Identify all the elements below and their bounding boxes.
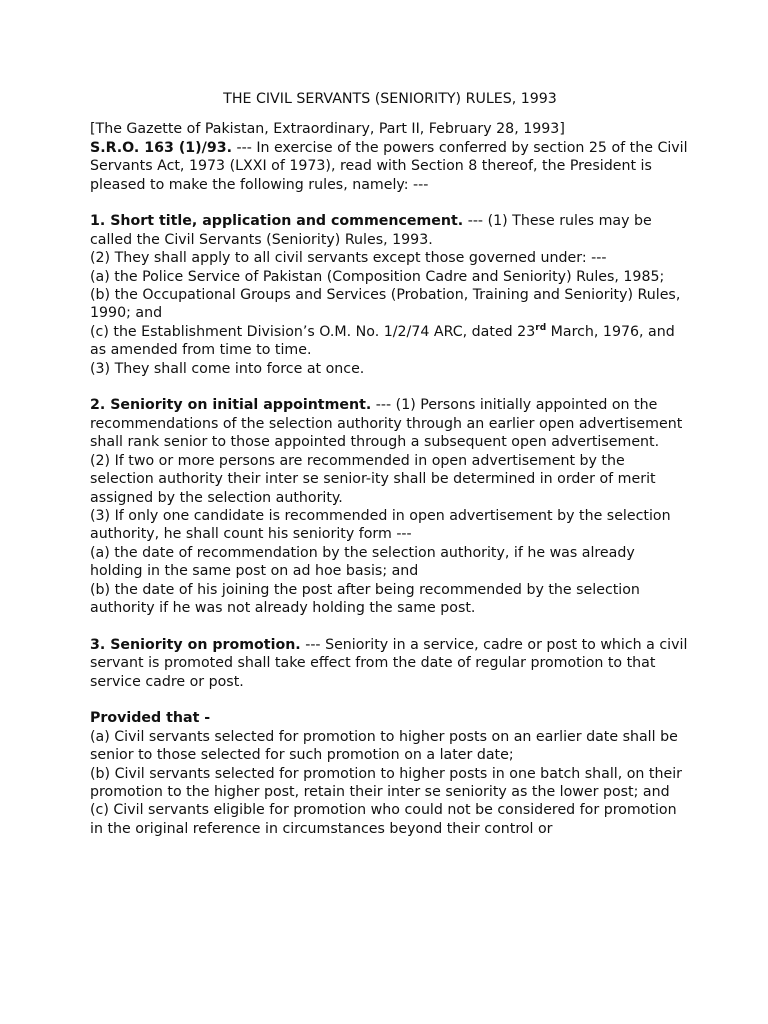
rule1-item-c-sup: rd — [535, 322, 547, 333]
rule1-intro-text: --- (1) These rules may be called the Civil Servants (Seniority) Rules, 1993. — [90, 213, 652, 248]
rule1-item-b: (b) the Occupational Groups and Services (Probation, Training and Seniority) Rules, 1990; and — [90, 287, 681, 322]
spacer — [90, 617, 690, 635]
proviso-item-a: (a) Civil servants selected for promotion to higher posts on an earlier date shall be senior to those selected for such promotion on a later date; — [90, 728, 678, 764]
rule3-heading: 3. Seniority on promotion. — [90, 636, 301, 653]
rule2-intro-text: --- (1) Persons initially appointed on the recommendations of the selection authority through an earlier open advertisement shall rank senior to those appointed through a subsequent open advertisement. — [90, 397, 683, 451]
rule3-intro — [90, 636, 690, 691]
proviso-heading: Provided that - — [90, 710, 211, 727]
spacer — [90, 378, 690, 396]
rule1-item-a: (a) the Police Service of Pakistan (Composition Cadre and Seniority) Rules, 1985; — [90, 268, 665, 285]
spacer — [90, 194, 690, 212]
gazette-reference: [The Gazette of Pakistan, Extraordinary, Part II, February 28, 1993] — [90, 121, 565, 138]
rule2-heading: 2. Seniority on initial appointment. — [90, 397, 372, 414]
proviso-item-c: (c) Civil servants eligible for promotion who could not be considered for promotion in the original reference in circumstances beyond their control or — [90, 802, 677, 837]
proviso-item-b: (b) Civil servants selected for promotion to higher posts in one batch shall, on their promotion to the higher post, retain their inter se seniority as the lower post; and — [90, 765, 682, 800]
sro-label: S.R.O. 163 (1)/93. — [90, 139, 232, 156]
rule3-intro-text: --- Seniority in a service, cadre or post to which a civil servant is promoted shall take effect from the date of regular promotion to that service cadre or post. — [90, 636, 688, 690]
rule1-clause-2: (2) They shall apply to all civil servants except those governed under: --- — [90, 250, 607, 267]
spacer — [90, 691, 690, 709]
rule2-clause-2: (2) If two or more persons are recommended in open advertisement by the selection authority their inter se senior-ity shall be determined in order of merit assigned by the selection authority. — [90, 452, 656, 506]
rule1-clause-3: (3) They shall come into force at once. — [90, 360, 365, 377]
rule1-intro — [90, 212, 690, 249]
rule2-intro — [90, 396, 690, 451]
rule1-heading: 1. Short title, application and commencement. — [90, 213, 464, 230]
sro-text: --- In exercise of the powers conferred by section 25 of the Civil Servants Act, 1973 (LXXI of 1973), read with Section 8 thereof, the President is pleased to make the following rules, namely: --- — [90, 139, 688, 193]
rule2-clause-3: (3) If only one candidate is recommended in open advertisement by the selection authority, he shall count his seniority form --- — [90, 507, 671, 543]
proviso-heading-line — [90, 709, 690, 727]
sro-paragraph — [90, 139, 690, 194]
rule2-item-a: (a) the date of recommendation by the selection authority, if he was already holding in the same post on ad hoe basis; and — [90, 544, 635, 580]
rule1-item-c-pre: (c) the Establishment Division’s O.M. No. 1/2/74 ARC, dated 23 — [90, 323, 536, 340]
rule1-item-c — [90, 323, 690, 360]
rule1-item-c-post: March, 1976, and as amended from time to time. — [90, 323, 675, 359]
rule2-item-b: (b) the date of his joining the post after being recommended by the selection authority if he was not already holding the same post. — [90, 581, 640, 616]
document-page — [90, 90, 690, 838]
document-title: THE CIVIL SERVANTS (SENIORITY) RULES, 1993 — [223, 91, 557, 107]
